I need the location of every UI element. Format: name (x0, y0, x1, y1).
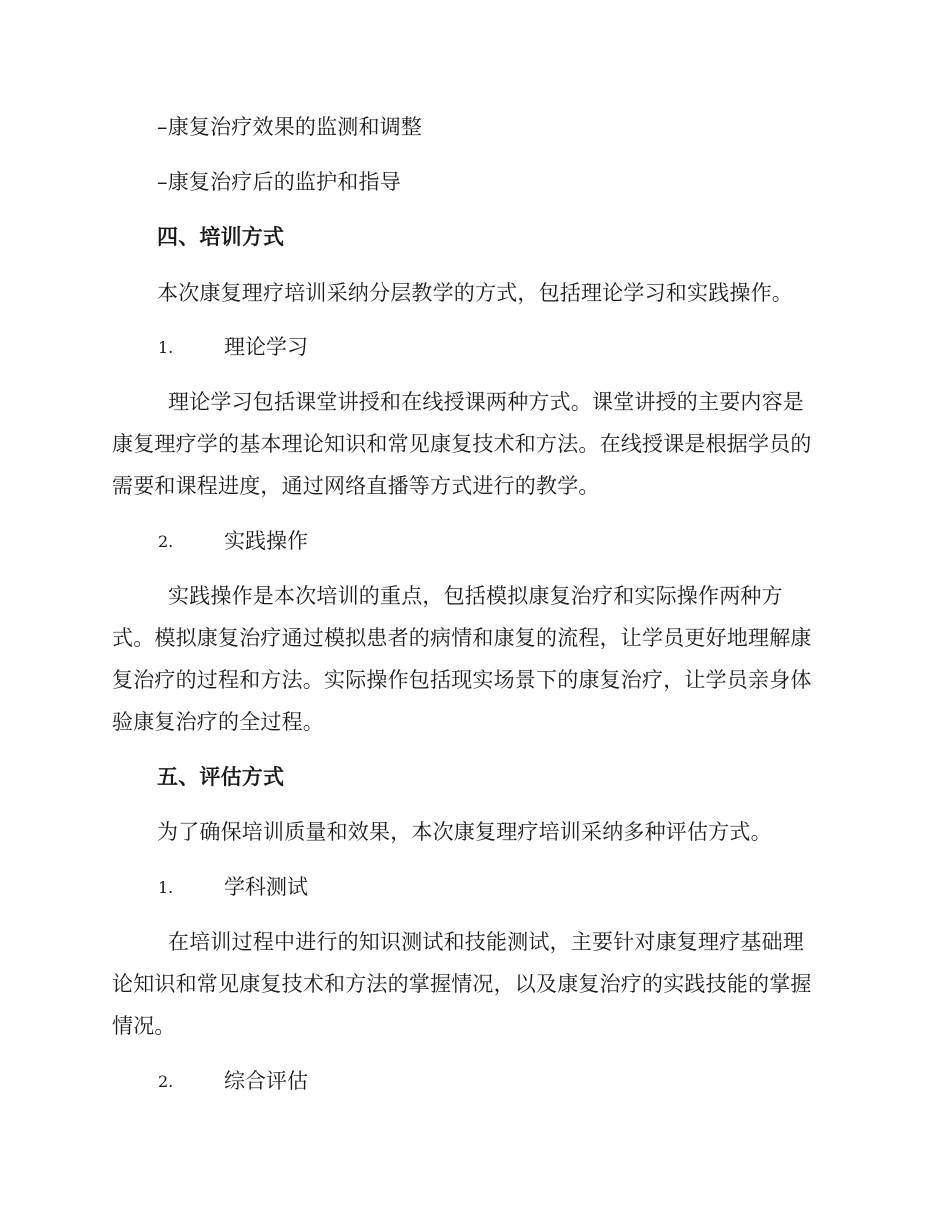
item-5-1-title: 学科测试 (224, 875, 308, 899)
section-4-heading: 四、培训方式 (157, 224, 285, 249)
item-4-1-number: 1. (158, 338, 174, 357)
item-5-2-title: 综合评估 (224, 1069, 308, 1093)
bullet-monitoring-adjustment: –康复治疗效果的监测和调整 (157, 115, 423, 139)
section-5-intro: 为了确保培训质量和效果，本次康复理疗培训采纳多种评估方式。 (157, 820, 772, 844)
item-4-1-title: 理论学习 (224, 335, 308, 359)
item-5-2-number: 2. (158, 1072, 174, 1091)
item-4-2-body-line: 验康复治疗的全过程。 (112, 710, 324, 734)
bullet-post-treatment-guidance: –康复治疗后的监护和指导 (157, 170, 401, 194)
section-5-heading: 五、评估方式 (157, 764, 285, 789)
item-4-2-number: 2. (158, 532, 174, 551)
item-4-1-body-line: 需要和课程进度，通过网络直播等方式进行的教学。 (112, 474, 600, 498)
item-4-1-body-line: 康复理疗学的基本理论知识和常见康复技术和方法。在线授课是根据学员的 (112, 432, 812, 456)
item-4-2-body-line: 实践操作是本次培训的重点，包括模拟康复治疗和实际操作两种方 (168, 584, 783, 608)
item-5-1-number: 1. (158, 878, 174, 897)
item-4-2-body-line: 式。模拟康复治疗通过模拟患者的病情和康复的流程，让学员更好地理解康 (112, 626, 812, 650)
item-5-1-body-line: 论知识和常见康复技术和方法的掌握情况，以及康复治疗的实践技能的掌握 (112, 972, 812, 996)
item-4-2-body-line: 复治疗的过程和方法。实际操作包括现实场景下的康复治疗，让学员亲身体 (112, 668, 812, 692)
item-5-1-body-line: 在培训过程中进行的知识测试和技能测试，主要针对康复理疗基础理 (168, 930, 804, 954)
item-4-1-body-line: 理论学习包括课堂讲授和在线授课两种方式。课堂讲授的主要内容是 (168, 390, 804, 414)
section-4-intro: 本次康复理疗培训采纳分层教学的方式，包括理论学习和实践操作。 (157, 281, 793, 305)
item-5-1-body-line: 情况。 (112, 1014, 176, 1038)
item-4-2-title: 实践操作 (224, 529, 308, 553)
